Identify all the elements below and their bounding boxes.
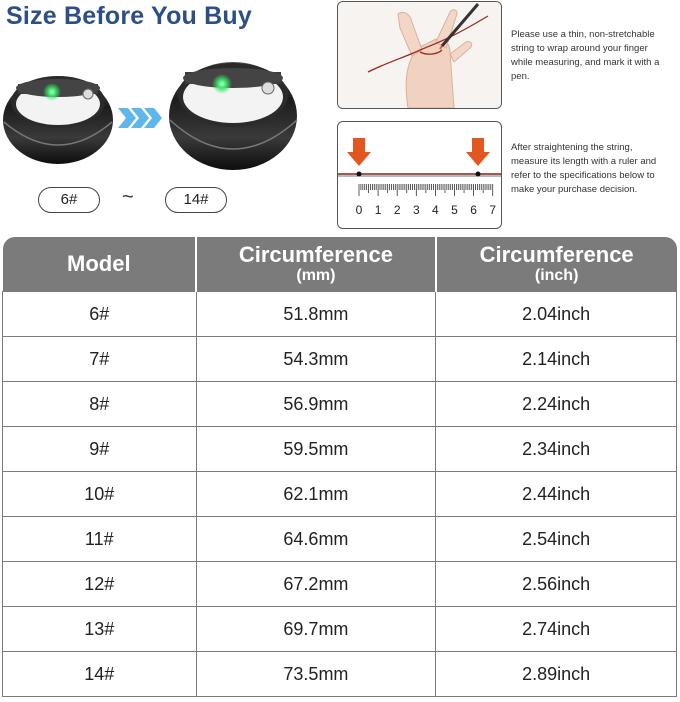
table-row bbox=[3, 427, 677, 472]
cell-inch: 2.04inch bbox=[436, 292, 677, 337]
cell-model: 11# bbox=[3, 517, 197, 562]
cell-model: 6# bbox=[3, 292, 197, 337]
size-range-separator: ~ bbox=[122, 186, 134, 208]
table-row bbox=[3, 607, 677, 652]
cell-inch: 2.89inch bbox=[436, 652, 677, 697]
cell-mm: 54.3mm bbox=[196, 337, 436, 382]
ruler-label: 4 bbox=[432, 203, 439, 217]
cell-mm: 51.8mm bbox=[196, 292, 436, 337]
table-row bbox=[3, 517, 677, 562]
table-row bbox=[3, 337, 677, 382]
large-ring-image bbox=[169, 62, 297, 170]
cell-inch: 2.74inch bbox=[436, 607, 677, 652]
size-to-badge: 14# bbox=[165, 187, 227, 213]
ring-size-illustration bbox=[0, 50, 310, 180]
cell-model: 7# bbox=[3, 337, 197, 382]
table-row bbox=[3, 562, 677, 607]
cell-mm: 67.2mm bbox=[196, 562, 436, 607]
cell-inch: 2.34inch bbox=[436, 427, 677, 472]
cell-model: 14# bbox=[3, 652, 197, 697]
size-from-badge: 6# bbox=[38, 187, 100, 213]
cell-model: 9# bbox=[3, 427, 197, 472]
small-ring-image bbox=[3, 76, 113, 164]
header-mm-unit: (mm) bbox=[296, 267, 336, 284]
header-circumference-mm bbox=[196, 237, 436, 292]
mark-start-arrow-icon bbox=[347, 138, 371, 166]
ruler-measurement-image bbox=[337, 121, 502, 229]
cell-mm: 64.6mm bbox=[196, 517, 436, 562]
header-mm-title: Circumference bbox=[238, 242, 393, 267]
mark-end-arrow-icon bbox=[466, 138, 490, 166]
ruler-label: 1 bbox=[374, 203, 382, 217]
table-row bbox=[3, 382, 677, 427]
cell-inch: 2.54inch bbox=[436, 517, 677, 562]
header-model: Model bbox=[3, 237, 197, 292]
table-row bbox=[3, 472, 677, 517]
cell-inch: 2.44inch bbox=[436, 472, 677, 517]
header-inch-unit: (inch) bbox=[534, 267, 579, 284]
size-chart-table bbox=[2, 237, 677, 697]
instruction-step-2: After straightening the string, measure its length with a ruler and refer to the specifications below to make your purchase decision. bbox=[511, 142, 657, 195]
ruler-label: 2 bbox=[393, 203, 401, 217]
header-circumference-inch bbox=[436, 237, 677, 292]
cell-mm: 56.9mm bbox=[196, 382, 436, 427]
ruler-label: 6 bbox=[470, 203, 477, 217]
cell-mm: 73.5mm bbox=[196, 652, 436, 697]
ruler-label: 3 bbox=[412, 203, 420, 217]
table-row bbox=[3, 292, 677, 337]
ruler-label: 7 bbox=[489, 203, 497, 217]
table-row bbox=[3, 652, 677, 697]
ruler-label: 0 bbox=[355, 203, 363, 217]
cell-inch: 2.24inch bbox=[436, 382, 677, 427]
cell-mm: 62.1mm bbox=[196, 472, 436, 517]
cell-inch: 2.14inch bbox=[436, 337, 677, 382]
header-inch-title: Circumference bbox=[479, 242, 634, 267]
ruler-label: 5 bbox=[451, 203, 458, 217]
cell-model: 10# bbox=[3, 472, 197, 517]
cell-model: 8# bbox=[3, 382, 197, 427]
cell-mm: 69.7mm bbox=[196, 607, 436, 652]
instruction-step-1: Please use a thin, non-stretchable string to wrap around your finger while measuring, and mark it with a pen. bbox=[511, 29, 660, 82]
page-title: Size Before You Buy bbox=[6, 2, 252, 30]
cell-model: 12# bbox=[3, 562, 197, 607]
cell-mm: 59.5mm bbox=[196, 427, 436, 472]
chevron-arrows-icon bbox=[118, 108, 162, 128]
finger-measuring-image bbox=[337, 1, 502, 109]
cell-model: 13# bbox=[3, 607, 197, 652]
table-header-row bbox=[3, 237, 677, 292]
cell-inch: 2.56inch bbox=[436, 562, 677, 607]
